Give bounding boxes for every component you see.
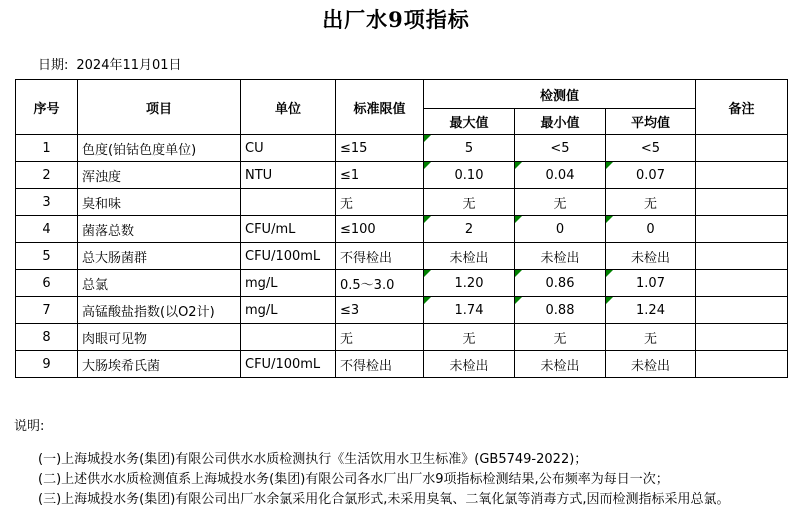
item-cell: 菌落总数 <box>78 216 241 243</box>
item-cell: 大肠埃希氏菌 <box>78 351 241 378</box>
max-value-cell <box>424 135 515 162</box>
max-value: 0.10 <box>454 167 484 183</box>
limit-cell: ≤100 <box>336 216 424 243</box>
avg-value-cell <box>606 135 696 162</box>
remark-cell <box>696 297 788 324</box>
min-value: 0.88 <box>545 302 575 318</box>
min-value-cell <box>515 135 606 162</box>
cell-flag-icon <box>424 162 431 169</box>
item-cell: 肉眼可见物 <box>78 324 241 351</box>
header-row-top <box>16 80 788 109</box>
remark-cell <box>696 351 788 378</box>
avg-value-cell <box>606 324 696 351</box>
min-value-cell <box>515 216 606 243</box>
cell-flag-icon <box>424 270 431 277</box>
max-value: 未检出 <box>449 358 489 374</box>
item-cell: 浑浊度 <box>78 162 241 189</box>
max-value: 5 <box>464 140 474 156</box>
note-line: (三)上海城投水务(集团)有限公司出厂水余氯采用化合氯形式,未采用臭氧、二氧化氯等消毒方式,因而检测指标采用总氯。 <box>38 492 730 507</box>
avg-value-cell <box>606 162 696 189</box>
cell-flag-icon <box>606 216 613 223</box>
unit-cell <box>241 189 336 216</box>
avg-value: 未检出 <box>630 250 670 266</box>
col-header-min: 最小值 <box>515 109 606 135</box>
limit-cell: ≤1 <box>336 162 424 189</box>
date-row <box>38 57 792 75</box>
avg-value-cell <box>606 297 696 324</box>
table-row <box>16 351 788 378</box>
table-row <box>16 270 788 297</box>
col-header-remark: 备注 <box>696 80 788 135</box>
table-row <box>16 216 788 243</box>
cell-flag-icon <box>424 135 431 142</box>
min-value-cell <box>515 324 606 351</box>
unit-cell: CFU/100mL <box>241 351 336 378</box>
max-value: 未检出 <box>449 250 489 266</box>
min-value: 未检出 <box>540 250 580 266</box>
item-cell: 臭和味 <box>78 189 241 216</box>
avg-value: 无 <box>643 196 657 212</box>
limit-cell: 不得检出 <box>336 243 424 270</box>
cell-flag-icon <box>515 216 522 223</box>
remark-cell <box>696 216 788 243</box>
avg-value: 未检出 <box>630 358 670 374</box>
avg-value: 1.24 <box>636 302 665 318</box>
min-value-cell <box>515 297 606 324</box>
item-cell: 总氯 <box>78 270 241 297</box>
col-header-detection: 检测值 <box>424 80 696 109</box>
max-value: 1.74 <box>454 302 484 318</box>
avg-value-cell <box>606 189 696 216</box>
col-header-item: 项目 <box>78 80 241 135</box>
cell-flag-icon <box>515 297 522 304</box>
cell-flag-icon <box>606 162 613 169</box>
cell-flag-icon <box>515 270 522 277</box>
item-cell: 高锰酸盐指数(以O2计) <box>78 297 241 324</box>
max-value: 1.20 <box>454 275 484 291</box>
min-value: 0 <box>555 221 565 237</box>
max-value: 无 <box>462 196 476 212</box>
max-value-cell <box>424 243 515 270</box>
cell-flag-icon <box>515 162 522 169</box>
avg-value: 0 <box>646 221 655 237</box>
unit-cell: CFU/mL <box>241 216 336 243</box>
row-no-cell: 3 <box>16 189 78 216</box>
unit-cell: NTU <box>241 162 336 189</box>
min-value-cell <box>515 189 606 216</box>
limit-cell: 0.5～3.0 <box>336 270 424 297</box>
min-value: 0.04 <box>545 167 575 183</box>
cell-flag-icon <box>424 297 431 304</box>
date-label: 日期: <box>38 58 69 73</box>
table-row <box>16 135 788 162</box>
row-no-cell: 8 <box>16 324 78 351</box>
table-row <box>16 297 788 324</box>
avg-value: 无 <box>643 331 657 347</box>
max-value: 2 <box>464 221 474 237</box>
avg-value-cell <box>606 243 696 270</box>
limit-cell: 不得检出 <box>336 351 424 378</box>
min-value: 无 <box>553 196 567 212</box>
limit-cell: 无 <box>336 324 424 351</box>
min-value: <5 <box>550 140 570 156</box>
notes-label: 说明: <box>14 419 45 434</box>
unit-cell: CU <box>241 135 336 162</box>
cell-flag-icon <box>606 297 613 304</box>
remark-cell <box>696 243 788 270</box>
max-value-cell <box>424 324 515 351</box>
page-title: 出厂水9项指标 <box>322 7 470 32</box>
indicators-table <box>15 79 788 378</box>
remark-cell <box>696 135 788 162</box>
max-value-cell <box>424 297 515 324</box>
cell-flag-icon <box>424 216 431 223</box>
row-no-cell: 9 <box>16 351 78 378</box>
table-row <box>16 324 788 351</box>
avg-value: 1.07 <box>636 275 665 291</box>
max-value-cell <box>424 216 515 243</box>
row-no-cell: 4 <box>16 216 78 243</box>
row-no-cell: 6 <box>16 270 78 297</box>
max-value-cell <box>424 162 515 189</box>
unit-cell: mg/L <box>241 297 336 324</box>
item-cell: 色度(铂钴色度单位) <box>78 135 241 162</box>
note-line: (二)上述供水水质检测值系上海城投水务(集团)有限公司各水厂出厂水9项指标检测结果,公布频率为每日一次； <box>38 472 669 487</box>
note-line: (一)上海城投水务(集团)有限公司供水水质检测执行《生活饮用水卫生标准》(GB5749-2022)； <box>38 452 588 467</box>
row-no-cell: 1 <box>16 135 78 162</box>
notes-section <box>38 450 792 510</box>
row-no-cell: 2 <box>16 162 78 189</box>
row-no-cell: 7 <box>16 297 78 324</box>
date-value: 2024年11月01日 <box>76 58 182 73</box>
table-row <box>16 162 788 189</box>
avg-value: <5 <box>640 140 661 156</box>
col-header-no: 序号 <box>16 80 78 135</box>
remark-cell <box>696 189 788 216</box>
avg-value: 0.07 <box>636 167 665 183</box>
col-header-limit: 标准限值 <box>336 80 424 135</box>
avg-value-cell <box>606 351 696 378</box>
remark-cell <box>696 162 788 189</box>
col-header-avg: 平均值 <box>606 109 696 135</box>
remark-cell <box>696 270 788 297</box>
max-value: 无 <box>462 331 476 347</box>
table-row <box>16 189 788 216</box>
min-value-cell <box>515 351 606 378</box>
row-no-cell: 5 <box>16 243 78 270</box>
remark-cell <box>696 324 788 351</box>
limit-cell: ≤15 <box>336 135 424 162</box>
unit-cell: CFU/100mL <box>241 243 336 270</box>
min-value-cell <box>515 243 606 270</box>
min-value: 0.86 <box>545 275 575 291</box>
max-value-cell <box>424 189 515 216</box>
col-header-max: 最大值 <box>424 109 515 135</box>
item-cell: 总大肠菌群 <box>78 243 241 270</box>
col-header-unit: 单位 <box>241 80 336 135</box>
unit-cell: mg/L <box>241 270 336 297</box>
max-value-cell <box>424 270 515 297</box>
min-value-cell <box>515 162 606 189</box>
limit-cell: ≤3 <box>336 297 424 324</box>
table-row <box>16 243 788 270</box>
cell-flag-icon <box>606 270 613 277</box>
unit-cell <box>241 324 336 351</box>
min-value: 无 <box>553 331 567 347</box>
avg-value-cell <box>606 270 696 297</box>
min-value: 未检出 <box>540 358 580 374</box>
min-value-cell <box>515 270 606 297</box>
limit-cell: 无 <box>336 189 424 216</box>
avg-value-cell <box>606 216 696 243</box>
max-value-cell <box>424 351 515 378</box>
